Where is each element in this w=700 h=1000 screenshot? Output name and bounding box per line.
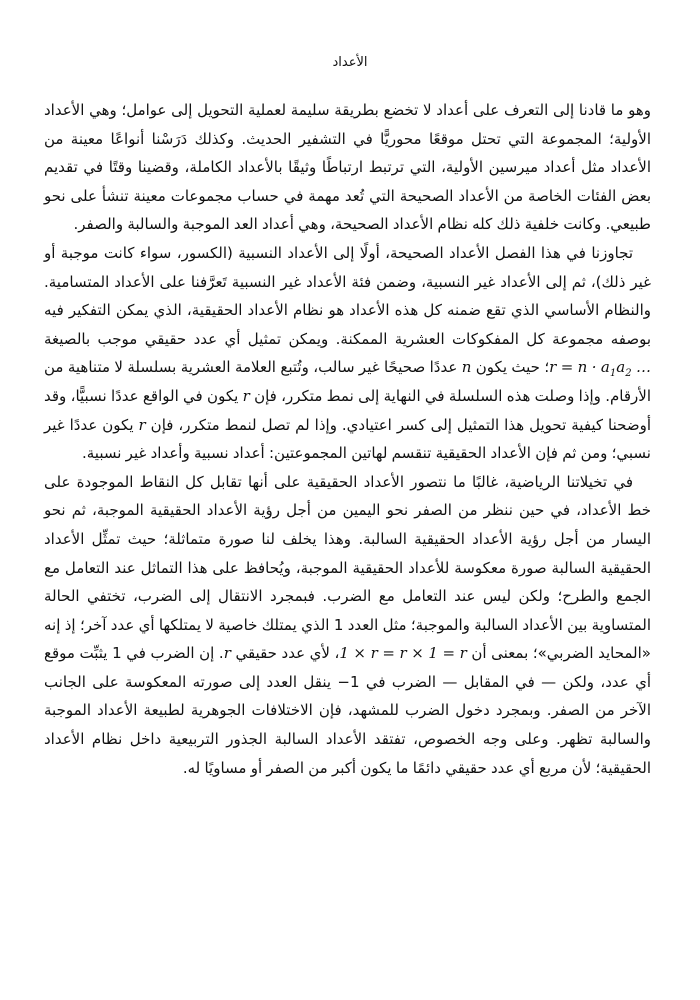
text-run: . إن الضرب في 1 يثبِّت موقع أي عدد، ولكن — في المقابل — الضرب في 1− ينقل العدد إلى صورته المعكوسة على الجانب الآخر من الصفر. وبمجرد دخول الضرب للمشهد، فإن الاختلافات الجوهرية لطبيعة الأعداد الموجبة والسالبة تظهر. وعلى وجه الخصوص، تفتقد الأعداد السالبة الجذور التربيعية داخل نظام الأعداد الحقيقية؛ لأن مربع أي عدد حقيقي دائمًا ما يكون أكبر من الصفر أو مساويًا له. bbox=[44, 644, 651, 777]
math-expression bbox=[224, 644, 231, 662]
math-expression bbox=[243, 387, 250, 405]
math-run: a bbox=[616, 358, 626, 377]
math-run: … bbox=[631, 358, 652, 377]
body-text bbox=[44, 96, 651, 782]
math-expression bbox=[139, 416, 146, 434]
math-subscript: 1 bbox=[609, 368, 617, 380]
math-run: 1 × r = r × 1 = r bbox=[339, 644, 467, 663]
math-expression bbox=[462, 358, 472, 376]
text-run: يكون في الواقع عددًا نسبيًّا، وقد أوضحنا كيفية تحويل هذا التمثيل إلى كسر اعتيادي. وإذا لم تصل لنمط متكرر، فإن bbox=[44, 386, 651, 434]
math-expression bbox=[549, 358, 652, 380]
text-run: في تخيلاتنا الرياضية، غالبًا ما نتصور الأعداد الحقيقية على أنها تقابل كل النقاط الموجودة على خط الأعداد، في حين ننظر من الصفر نحو اليمين من أجل رؤية الأعداد الحقيقية الموجبة، ثم نحو اليسار من أجل رؤية الأعداد الحقيقية السالبة. وهذا يخلف لنا صورة متماثلة؛ حيث تمثِّل الأعداد الحقيقية السالبة صورة معكوسة للأعداد الحقيقية الموجبة، ويُحافظ على هذا التماثل عند التعامل مع الجمع والطرح؛ ولكن ليس عند التعامل مع الضرب. فبمجرد الانتقال إلى الضرب، تختفي الحالة المتساوية بين الأعداد السالبة والموجبة؛ مثل العدد 1 الذي يمتلك خاصية لا يمتلكها أي عدد آخر؛ إذ إنه «المحايد الضربي»؛ بمعنى أن bbox=[44, 472, 652, 663]
text-run: وهو ما قادنا إلى التعرف على أعداد لا تخضع بطريقة سليمة لعملية التحويل إلى عوامل؛ وهي الأعداد الأولية؛ المجموعة التي تحتل موقعًا محوريًّا في التشفير الحديث. وكذلك دَرَسْنا أنواعًا معينة من الأعداد مثل أعداد ميرسين الأولية، التي ترتبط ارتباطًا وثيقًا بالأعداد الكاملة، وقضينا وقتًا في تقديم بعض الفئات الخاصة من الأعداد الصحيحة التي تُعد مهمة في حساب مجموعات معينة تنشأ على نحو طبيعي. وكانت خلفية ذلك كله نظام الأعداد الصحيحة، وهي أعداد العد الموجبة والسالبة والصفر. bbox=[44, 101, 651, 234]
math-run: n bbox=[461, 358, 472, 377]
math-run: r bbox=[242, 386, 250, 405]
math-run: r bbox=[223, 644, 231, 663]
running-header: الأعداد bbox=[332, 55, 368, 70]
text-run: ؛ حيث يكون bbox=[471, 358, 550, 377]
paragraph-3 bbox=[44, 468, 651, 783]
paragraph-1 bbox=[44, 96, 651, 239]
math-run: r bbox=[138, 415, 146, 434]
text-run: تجاوزنا في هذا الفصل الأعداد الصحيحة، أولًا إلى الأعداد النسبية (الكسور، سواء كانت موجبة أو غير ذلك)، ثم إلى الأعداد غير النسبية، وضمن فئة الأعداد غير النسبية تَعرَّفنا على الأعداد المتسامية. والنظام الأساسي الذي تقع ضمنه كل هذه الأعداد هو نظام الأعداد الحقيقية، الذي يمكن التفكير فيه بوصفه مجموعة كل المفكوكات العشرية الممكنة. ويمكن تمثيل أي عدد حقيقي موجب بالصيغة bbox=[44, 243, 651, 348]
paragraph-2 bbox=[44, 239, 651, 468]
text-run: عددًا صحيحًا غير سالب، وتُتبع العلامة العشرية بسلسلة لا متناهية من الأرقام. وإذا وصلت هذه السلسلة في النهاية إلى نمط متكرر، فإن bbox=[44, 358, 651, 405]
math-run: r = n · a bbox=[549, 358, 610, 377]
text-run: ، لأي عدد حقيقي bbox=[230, 644, 340, 663]
math-subscript: 2 bbox=[625, 368, 632, 380]
math-expression bbox=[339, 644, 467, 662]
text-run: يكون عددًا غير نسبي؛ ومن ثم فإن الأعداد الحقيقية تنقسم لهاتين المجموعتين: أعداد نسبية وأعداد غير نسبية. bbox=[44, 415, 651, 463]
